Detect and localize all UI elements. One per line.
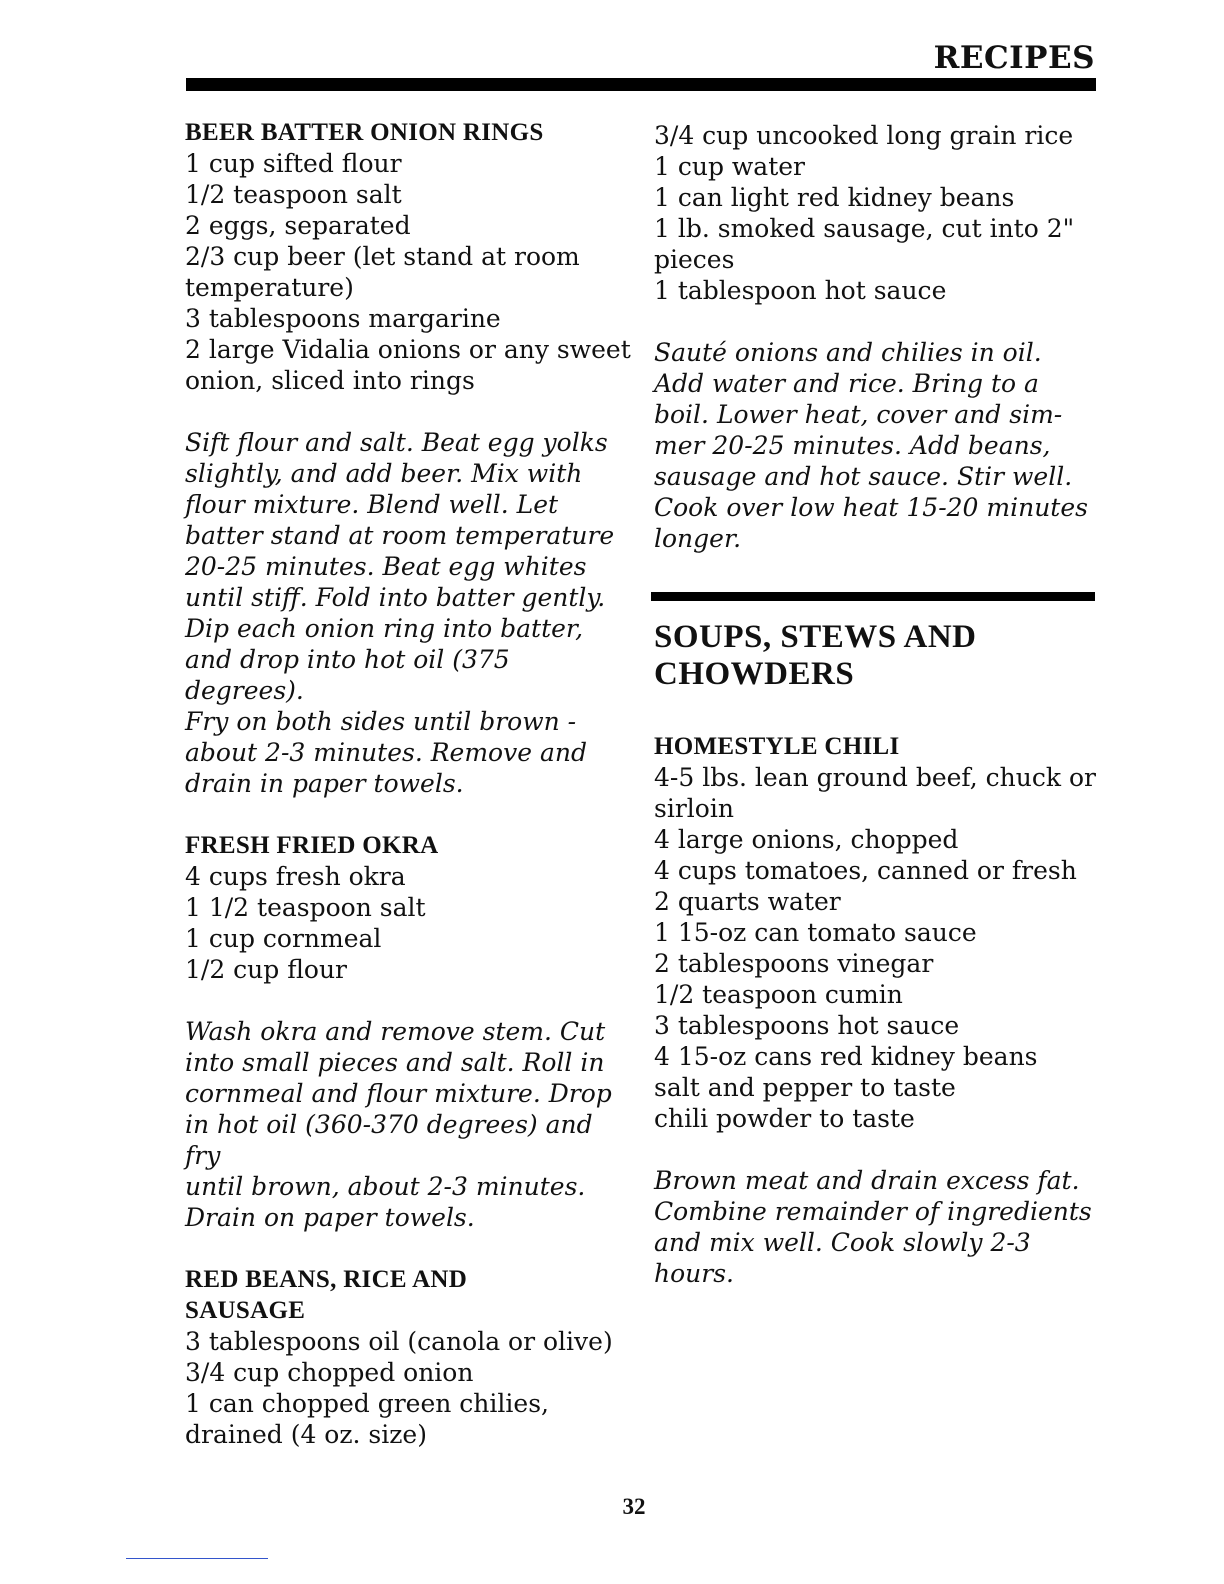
- ingredient: 4 cups fresh okra: [185, 862, 406, 891]
- ingredient-list-continued: [654, 120, 1104, 306]
- recipe-directions: Sauté onions and chilies in oil. Add water and rice. Bring to a boil. Lower heat, cover and sim- mer 20-25 minutes. Add beans, sausage and hot sauce. Stir well. Cook over low heat 15-20 minutes longer.: [654, 338, 1088, 553]
- ingredient: 1 can chopped green chilies, drained (4 oz. size): [185, 1389, 549, 1449]
- ingredient: 1 cup cornmeal: [185, 924, 382, 953]
- ingredient: 1 lb. smoked sausage, cut into 2" pieces: [654, 214, 1075, 274]
- ingredient: 4-5 lbs. lean ground beef, chuck or sirloin: [654, 763, 1096, 823]
- ingredient: 2 large Vidalia onions or any sweet onion, sliced into rings: [185, 335, 631, 395]
- ingredient: 1/2 teaspoon cumin: [654, 980, 903, 1009]
- ingredient-list: [185, 148, 635, 396]
- ingredient: 1 tablespoon hot sauce: [654, 276, 947, 305]
- recipe-fried-okra: [185, 830, 635, 1233]
- ingredient: 3 tablespoons margarine: [185, 304, 501, 333]
- ingredient-list: [185, 861, 635, 985]
- ingredient: 1 cup water: [654, 152, 806, 181]
- recipe-onion-rings: [185, 117, 635, 799]
- ingredient: chili powder to taste: [654, 1104, 915, 1133]
- footer-line: [126, 1558, 268, 1559]
- recipe-homestyle-chili: [654, 731, 1104, 1289]
- section-label: RECIPES: [933, 40, 1095, 76]
- ingredient: salt and pepper to taste: [654, 1073, 956, 1102]
- ingredient: 1 15-oz can tomato sauce: [654, 918, 977, 947]
- ingredient: 3/4 cup uncooked long grain rice: [654, 121, 1074, 150]
- ingredient-list: [185, 1326, 635, 1450]
- section-heading: SOUPS, STEWS AND CHOWDERS: [654, 619, 977, 692]
- recipe-title: BEER BATTER ONION RINGS: [185, 119, 544, 146]
- recipe-directions: Wash okra and remove stem. Cut into small pieces and salt. Roll in cornmeal and flour mixture. Drop in hot oil (360-370 degrees) and fry until brown, about 2-3 minutes. Drain on paper towels.: [185, 1017, 612, 1232]
- recipe-red-beans: [185, 1264, 635, 1450]
- header-rule: [186, 78, 1096, 91]
- recipe-directions: Sift flour and salt. Beat egg yolks slightly, and add beer. Mix with flour mixture. Blend well. Let batter stand at room temperature 20-25 minutes. Beat egg whites until stiff. Fold into batter gently. Dip each onion ring into batter, and drop into hot oil (375 degrees). Fry on both sides until brown - about 2-3 minutes. Remove and drain in paper towels.: [185, 428, 615, 798]
- right-column: [654, 120, 1104, 1289]
- ingredient: 1 cup sifted flour: [185, 149, 402, 178]
- page-number: 32: [622, 1494, 646, 1519]
- recipe-title: RED BEANS, RICE AND SAUSAGE: [185, 1266, 468, 1324]
- ingredient: 3/4 cup chopped onion: [185, 1358, 474, 1387]
- ingredient: 2 tablespoons vinegar: [654, 949, 934, 978]
- ingredient: 3 tablespoons oil (canola or olive): [185, 1327, 613, 1356]
- ingredient-list: [654, 762, 1104, 1134]
- section-divider: [651, 592, 1095, 601]
- ingredient: 4 cups tomatoes, canned or fresh: [654, 856, 1077, 885]
- ingredient: 1 can light red kidney beans: [654, 183, 1015, 212]
- ingredient: 1/2 cup flour: [185, 955, 348, 984]
- recipe-title: FRESH FRIED OKRA: [185, 832, 439, 859]
- ingredient: 4 large onions, chopped: [654, 825, 959, 854]
- ingredient: 4 15-oz cans red kidney beans: [654, 1042, 1038, 1071]
- ingredient: 2 eggs, separated: [185, 211, 411, 240]
- ingredient: 2/3 cup beer (let stand at room temperature): [185, 242, 580, 302]
- ingredient: 1/2 teaspoon salt: [185, 180, 402, 209]
- left-column: [185, 117, 635, 1450]
- ingredient: 2 quarts water: [654, 887, 841, 916]
- ingredient: 1 1/2 teaspoon salt: [185, 893, 426, 922]
- ingredient: 3 tablespoons hot sauce: [654, 1011, 960, 1040]
- recipe-directions: Brown meat and drain excess fat. Combine remainder of ingredients and mix well. Cook slowly 2-3 hours.: [654, 1166, 1092, 1288]
- recipe-title: HOMESTYLE CHILI: [654, 733, 900, 760]
